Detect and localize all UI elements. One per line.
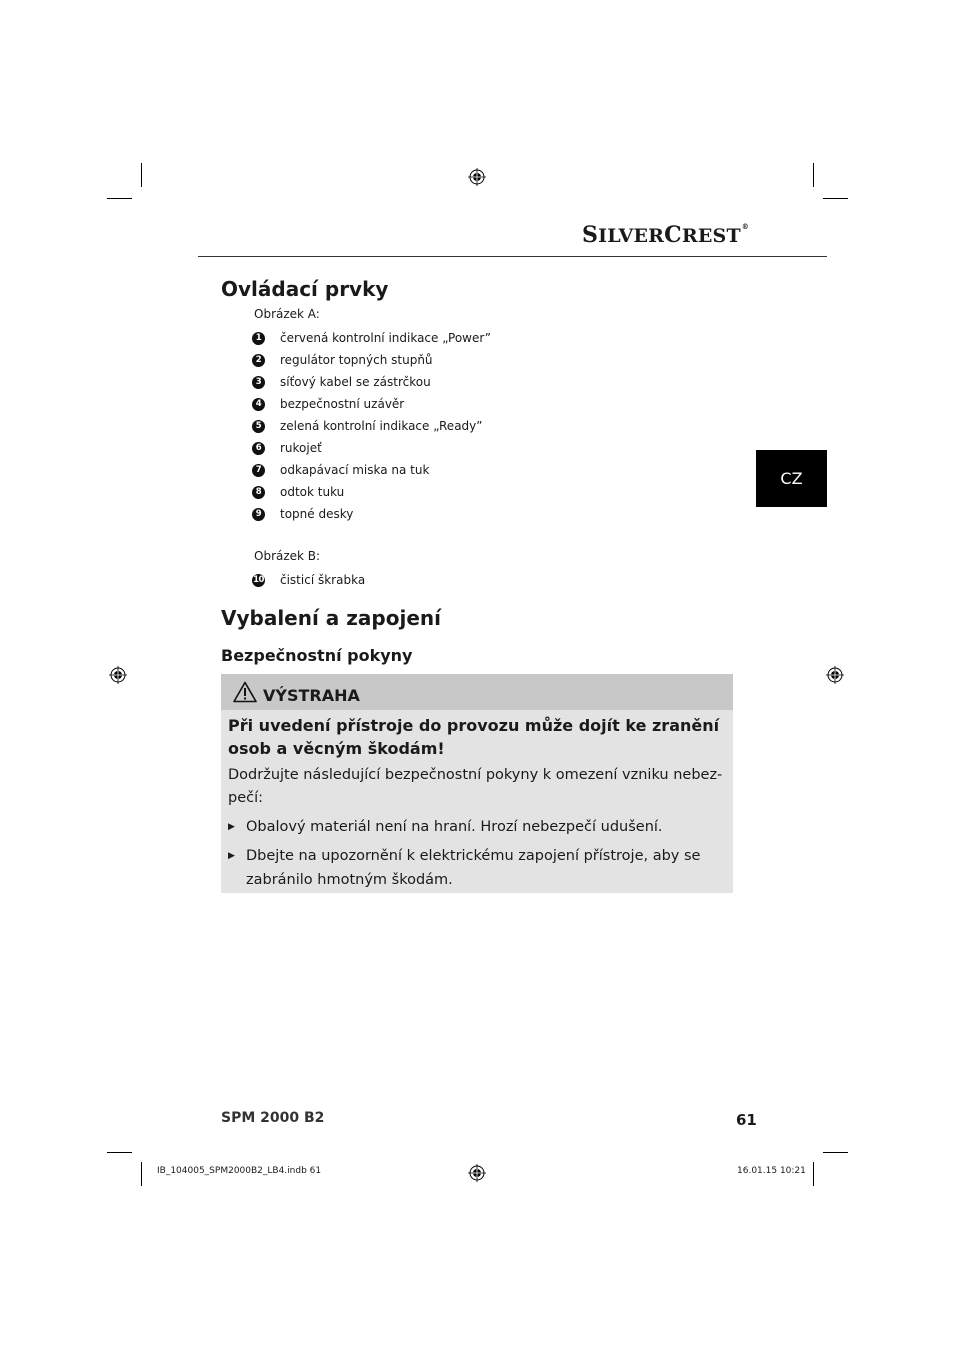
number-badge: 4 <box>252 398 265 411</box>
bullet-text: Dbejte na upozornění k elektrickému zapojení přístroje, aby se zabránilo hmotným škodám. <box>246 848 701 888</box>
part-label: čisticí škrabka <box>280 573 366 587</box>
list-item <box>252 503 491 525</box>
crop-mark <box>823 1152 848 1153</box>
figure-a-part-list <box>252 327 491 525</box>
warning-triangle-icon <box>233 681 257 703</box>
page-number: 61 <box>736 1111 757 1129</box>
bullet-text: Obalový materiál není na hraní. Hrozí nebezpečí udušení. <box>246 819 663 835</box>
list-item <box>252 415 491 437</box>
part-label: odkapávací miska na tuk <box>280 463 430 477</box>
list-item <box>228 815 728 839</box>
number-badge: 6 <box>252 442 265 455</box>
language-tab: CZ <box>756 450 827 507</box>
number-badge: 1 <box>252 332 265 345</box>
print-slug-date: 16.01.15 10:21 <box>737 1166 806 1176</box>
bullet-arrow-icon: ▶ <box>228 822 235 832</box>
registration-mark-icon <box>468 1164 486 1182</box>
registration-mark-icon <box>109 666 127 684</box>
crop-mark <box>813 163 814 187</box>
list-item <box>252 569 365 591</box>
section-title-unpacking: Vybalení a zapojení <box>221 606 441 630</box>
crop-mark <box>823 198 848 199</box>
warning-bullet-list <box>228 815 728 897</box>
crop-mark <box>107 198 132 199</box>
warning-header <box>221 674 733 710</box>
part-label: regulátor topných stupňů <box>280 353 433 367</box>
list-item <box>228 844 728 892</box>
number-badge: 8 <box>252 486 265 499</box>
header-rule <box>198 256 827 257</box>
crop-mark <box>813 1162 814 1186</box>
warning-body: Dodržujte následující bezpečnostní pokyny k omezení vzniku nebez- pečí: <box>228 767 723 806</box>
print-slug-file: IB_104005_SPM2000B2_LB4.indb 61 <box>157 1166 322 1176</box>
part-label: odtok tuku <box>280 485 345 499</box>
warning-title: VÝSTRAHA <box>263 685 360 705</box>
crop-mark <box>141 163 142 187</box>
part-label: rukojeť <box>280 441 322 455</box>
list-item <box>252 393 491 415</box>
part-label: červená kontrolní indikace „Power” <box>280 331 492 345</box>
figure-b-label: Obrázek B: <box>254 549 321 563</box>
part-label: topné desky <box>280 507 354 521</box>
part-label: síťový kabel se zástrčkou <box>280 375 431 389</box>
figure-b-part-list <box>252 569 365 591</box>
figure-a-label: Obrázek A: <box>254 307 320 321</box>
brand-logo: SILVERCREST® <box>582 222 749 248</box>
list-item <box>252 459 491 481</box>
crop-mark <box>107 1152 132 1153</box>
number-badge: 10 <box>253 575 264 585</box>
warning-box <box>221 674 733 893</box>
number-badge: 3 <box>252 376 265 389</box>
warning-lead: Při uvedení přístroje do provozu může dojít ke zranění osob a věcným škodám! <box>228 716 720 758</box>
section-title-controls: Ovládací prvky <box>221 277 389 301</box>
part-label: bezpečnostní uzávěr <box>280 397 405 411</box>
number-badge: 2 <box>252 354 265 367</box>
number-badge: 5 <box>252 420 265 433</box>
crop-mark <box>141 1162 142 1186</box>
list-item <box>252 327 491 349</box>
registration-mark-icon <box>468 168 486 186</box>
list-item <box>252 437 491 459</box>
list-item <box>252 349 491 371</box>
registration-mark-icon <box>826 666 844 684</box>
model-number: SPM 2000 B2 <box>221 1110 325 1126</box>
part-label: zelená kontrolní indikace „Ready” <box>280 419 483 433</box>
list-item <box>252 481 491 503</box>
number-badge: 7 <box>252 464 265 477</box>
list-item <box>252 371 491 393</box>
subsection-title-safety: Bezpečnostní pokyny <box>221 646 413 665</box>
number-badge: 9 <box>252 508 265 521</box>
bullet-arrow-icon: ▶ <box>228 851 235 861</box>
